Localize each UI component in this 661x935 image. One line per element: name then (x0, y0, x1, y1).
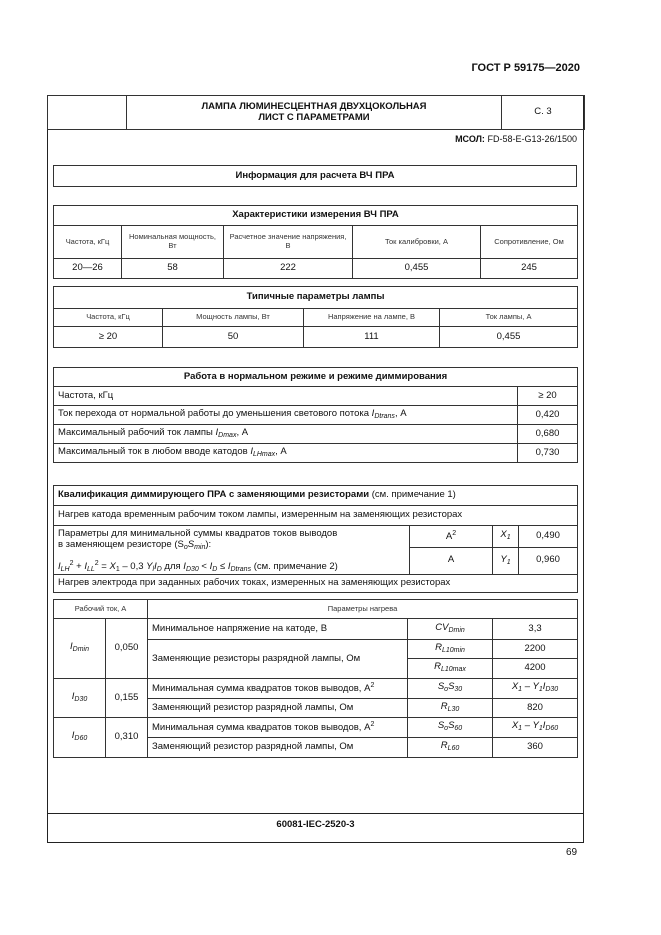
param-symbol: $S_oS_{60}$ (408, 718, 493, 738)
measure-table (53, 205, 578, 279)
normal-title: Работа в нормальном режиме и режиме диммирования (54, 368, 578, 387)
measure-title: Характеристики измерения ВЧ ПРА (54, 206, 578, 226)
x1-value: 0,490 (519, 526, 578, 548)
param-value: 2200 (493, 640, 578, 659)
unit-a2: $A^2$ (410, 526, 493, 548)
param-line-2: в заменяющем резисторе $(S_oS_{min})$: (58, 538, 212, 551)
param-label: Заменяющие резисторы разрядной лампы, Ом (148, 640, 408, 679)
symbol: I (250, 445, 253, 457)
typical-header: Мощность лампы, Вт (163, 309, 304, 327)
electrode-table (53, 599, 578, 758)
measure-value: 58 (122, 259, 224, 279)
measure-header: Ток калибровки, А (353, 226, 481, 259)
measure-value: 222 (224, 259, 353, 279)
measure-header: Расчетное значение напряжения, В (224, 226, 353, 259)
typical-table (53, 286, 578, 348)
param-value: 360 (493, 738, 578, 758)
typical-value: 0,455 (440, 327, 578, 348)
param-symbol: $R_{L10max}$ (408, 659, 493, 679)
measure-value: 245 (481, 259, 578, 279)
unit-a: A (410, 547, 493, 574)
param-label: Заменяющий резистор разрядной лампы, Ом (148, 699, 408, 718)
measure-value: 0,455 (353, 259, 481, 279)
unit: , А (275, 445, 287, 457)
normal-label (54, 425, 518, 444)
param-label-text: Минимальная сумма квадратов токов выводов, А (152, 722, 371, 734)
heating-text: Нагрев катода временным рабочим током лампы, измеренным на заменяющих резисторах (54, 506, 578, 526)
param-label: Минимальная сумма квадратов токов выводов, $А^2$ (148, 679, 408, 699)
measure-header: Частота, кГц (54, 226, 122, 259)
sheet-number: С. 3 (502, 96, 585, 130)
param-value: 820 (493, 699, 578, 718)
symbol: I (371, 407, 375, 419)
title-line-2: ЛИСТ С ПАРАМЕТРАМИ (258, 111, 370, 123)
param-symbol: $R_{L10min}$ (408, 640, 493, 659)
col-current: Рабочий ток, А (54, 600, 148, 619)
info-title-table (53, 165, 577, 187)
param-symbol: $S_oS_{30}$ (408, 679, 493, 699)
label-text: Ток перехода от нормальной работы до уменьшения светового потока (58, 407, 372, 419)
param-formula: $X_1 - Y_1I_{D30}$ (493, 679, 578, 699)
electrode-text: Нагрев электрода при заданных рабочих токах, измеренных на заменяющих резисторах (54, 575, 578, 593)
title-line-1: ЛАМПА ЛЮМИНЕСЦЕНТНАЯ ДВУХЦОКОЛЬНАЯ (201, 100, 427, 112)
symbol: I (215, 426, 219, 438)
info-title: Информация для расчета ВЧ ПРА (54, 166, 577, 187)
unit: , А (394, 407, 407, 419)
typical-value: 111 (304, 327, 440, 348)
param-line-1: Параметры для минимальной суммы квадратов токов выводов (58, 528, 338, 539)
normal-value: ≥ 20 (518, 387, 578, 406)
document-code: ГОСТ Р 59175—2020 (471, 62, 580, 74)
param-line-2-text: в заменяющем резисторе (S (58, 538, 184, 550)
current-value: 0,050 (106, 619, 148, 679)
footer-divider (47, 813, 584, 814)
param-label: Минимальное напряжение на катоде, В (148, 619, 408, 640)
normal-label (54, 406, 518, 425)
param-value: 4200 (493, 659, 578, 679)
qualification-title-bold: Квалификация диммирующего ПРА с заменяющими резисторами (58, 489, 370, 501)
symbol-sub: Dmax (218, 431, 237, 439)
formula-note: (см. примечание 2) (253, 560, 338, 572)
y1-value: 0,960 (519, 547, 578, 574)
normal-table (53, 367, 578, 463)
symbol-sub: Dtrans (374, 412, 395, 420)
typical-title: Типичные параметры лампы (54, 287, 578, 309)
param-formula: $X_1 - Y_1I_{D60}$ (493, 718, 578, 738)
current-value: 0,155 (106, 679, 148, 718)
current-symbol-d60: $I_{D60}$ (54, 718, 106, 758)
normal-label (54, 444, 518, 463)
current-value: 0,310 (106, 718, 148, 758)
formula: $I_{LH}^2 + I_{LL}^2 = X_1 - 0,3$ $Y_lI_D$ для $I_{D30} < I_D \le I_{Dtrans}$ (см. примечание 2) (58, 559, 338, 573)
measure-value: 20—26 (54, 259, 122, 279)
qualification-title (54, 486, 578, 506)
param-symbol: $CV_{Dmin}$ (408, 619, 493, 640)
param-value: 3,3 (493, 619, 578, 640)
col-params: Параметры нагрева (148, 600, 578, 619)
unit-a2-text: A (445, 530, 453, 542)
param-line-2-tail: ): (205, 538, 212, 550)
normal-label: Частота, кГц (54, 387, 518, 406)
current-symbol-dmin: $I_{Dmin}$ (54, 619, 106, 679)
label-text: Максимальный рабочий ток лампы (58, 426, 216, 438)
typical-header: Ток лампы, А (440, 309, 578, 327)
symbol-sub: LHmax (252, 450, 276, 458)
current-symbol-d30: $I_{D30}$ (54, 679, 106, 718)
measure-header: Номинальная мощность, Вт (122, 226, 224, 259)
typical-value: ≥ 20 (54, 327, 163, 348)
measure-header: Сопротивление, Ом (481, 226, 578, 259)
qualification-table (53, 485, 578, 593)
header-table (47, 95, 585, 130)
page-number: 69 (566, 847, 578, 858)
normal-value: 0,680 (518, 425, 578, 444)
param-label: Заменяющий резистор разрядной лампы, Ом (148, 738, 408, 758)
unit: , А (236, 426, 249, 438)
parameter-description (54, 526, 410, 575)
x1-symbol: $X_1$ (493, 526, 519, 548)
footer-code: 60081-IEC-2520-3 (276, 819, 355, 830)
typical-header: Частота, кГц (54, 309, 163, 327)
y1-symbol: $Y_1$ (493, 547, 519, 574)
qualification-title-note: (см. примечание 1) (369, 489, 456, 501)
param-label-text: Минимальная сумма квадратов токов выводов, А (152, 683, 371, 695)
sheet-title (127, 96, 502, 130)
param-symbol: $R_{L30}$ (408, 699, 493, 718)
normal-value: 0,420 (518, 406, 578, 425)
typical-header: Напряжение на лампе, В (304, 309, 440, 327)
param-label: Минимальная сумма квадратов токов выводов, $А^2$ (148, 718, 408, 738)
label-text: Максимальный ток в любом вводе катодов (58, 445, 251, 457)
typical-value: 50 (163, 327, 304, 348)
normal-value: 0,730 (518, 444, 578, 463)
header-blank (48, 96, 127, 130)
msol-label: МСОЛ: (455, 134, 485, 144)
msol-code (455, 134, 577, 144)
param-symbol: $R_{L60}$ (408, 738, 493, 758)
msol-value: FD-58-E-G13-26/1500 (487, 134, 577, 144)
